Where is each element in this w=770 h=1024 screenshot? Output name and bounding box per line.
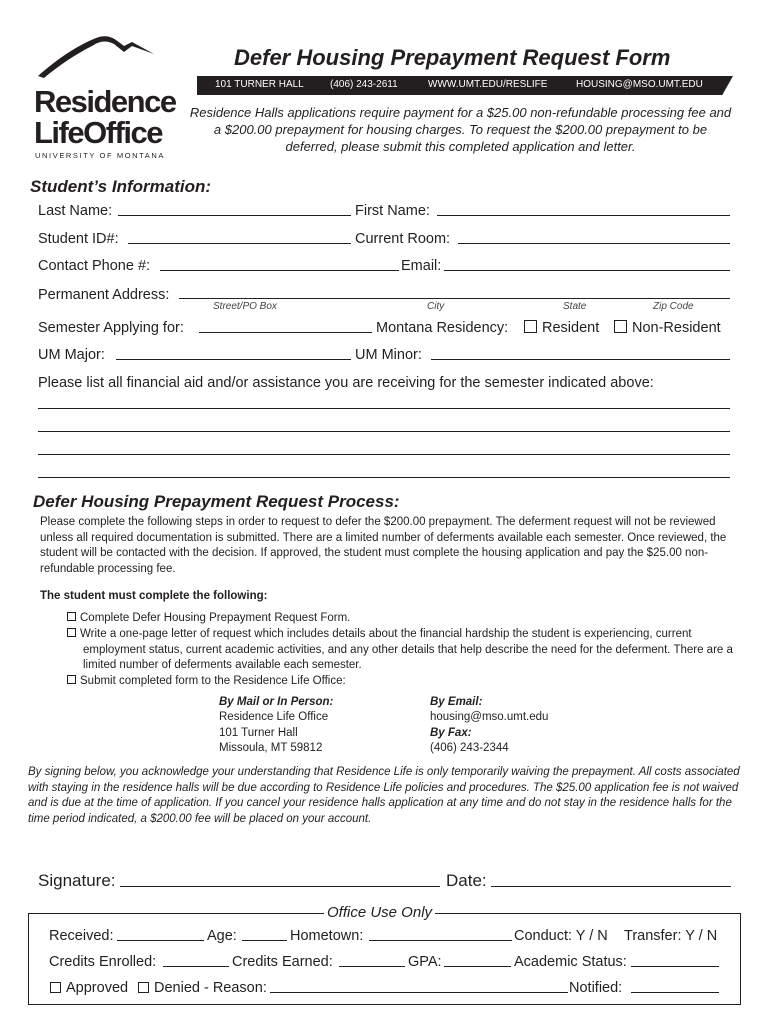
age-field[interactable]: [242, 940, 287, 941]
header-bar-phone: (406) 243-2611: [330, 79, 398, 90]
last-name-label: Last Name:: [38, 203, 113, 219]
mail-line: Missoula, MT 59812: [219, 742, 323, 754]
address-city-caption: City: [427, 301, 445, 312]
academic-status-field[interactable]: [631, 966, 719, 967]
address-state-caption: State: [563, 301, 587, 312]
received-label: Received:: [49, 928, 114, 944]
logo-university: UNIVERSITY OF MONTANA: [35, 151, 165, 160]
minor-label: UM Minor:: [355, 347, 422, 363]
major-field[interactable]: [116, 359, 351, 360]
student-id-field[interactable]: [128, 243, 351, 244]
step-item: [67, 627, 743, 674]
logo-line2: LifeOffice: [34, 115, 162, 150]
age-label: Age:: [207, 928, 237, 944]
step-text: Write a one-page letter of request which includes details about the financial hardship the student is experiencing, current employment status, current academic activities, and any other details that help describe the need for the deferment. There are a limited number of deferments available each semester.: [80, 628, 733, 671]
step-text: Submit completed form to the Residence Life Office:: [80, 675, 346, 687]
current-room-field[interactable]: [458, 243, 730, 244]
credits-earned-field[interactable]: [339, 966, 405, 967]
email-label: Email:: [401, 258, 442, 274]
contact-phone-field[interactable]: [160, 270, 399, 271]
form-title: Defer Housing Prepayment Request Form: [234, 45, 671, 70]
signature-field[interactable]: [120, 886, 440, 887]
acknowledgement-text: By signing below, you acknowledge your understanding that Residence Life is only temporarily waiving the prepayment. All costs associated with staying in the residence halls will be due according to Residence Life policies and procedures. The $25.00 application fee is not waived and is due at the time of application. If you cancel your residence halls application at any time and do not stay in the residence halls for the time period indicated, a $200.00 fee will be placed on your account.: [28, 766, 740, 825]
resident-option[interactable]: [524, 320, 599, 336]
office-use-title: Office Use Only: [324, 904, 435, 922]
address-street-caption: Street/PO Box: [213, 301, 277, 312]
notified-field[interactable]: [631, 992, 719, 993]
approved-label: Approved: [66, 980, 129, 996]
contact-phone-label: Contact Phone #:: [38, 258, 151, 274]
mountain-logo-icon: [36, 32, 156, 80]
email-value: housing@mso.umt.edu: [430, 711, 549, 723]
header-bar-email: HOUSING@MSO.UMT.EDU: [576, 79, 703, 90]
credits-earned-label: Credits Earned:: [232, 954, 333, 970]
step-text: Complete Defer Housing Prepayment Request Form.: [80, 612, 351, 624]
conduct-label[interactable]: Conduct: Y / N: [514, 928, 608, 944]
email-field[interactable]: [444, 270, 730, 271]
date-label: Date:: [446, 871, 487, 890]
approved-option[interactable]: [50, 980, 128, 996]
denied-label: Denied - Reason:: [154, 980, 267, 996]
gpa-label: GPA:: [408, 954, 442, 970]
mail-heading: By Mail or In Person:: [219, 696, 334, 708]
financial-aid-line-1[interactable]: [38, 408, 730, 409]
approved-checkbox[interactable]: [50, 982, 61, 993]
current-room-label: Current Room:: [355, 231, 451, 247]
financial-aid-line-2[interactable]: [38, 431, 730, 432]
financial-aid-line-3[interactable]: [38, 454, 730, 455]
step-checkbox[interactable]: [67, 675, 76, 684]
academic-status-label: Academic Status:: [514, 954, 627, 970]
non-resident-option[interactable]: [614, 320, 721, 336]
first-name-field[interactable]: [437, 215, 730, 216]
process-heading: Defer Housing Prepayment Request Process:: [33, 492, 400, 511]
step-item: [67, 611, 727, 627]
logo-line1: Residence: [34, 84, 176, 119]
signature-label: Signature:: [38, 871, 116, 890]
fax-heading: By Fax:: [430, 727, 472, 739]
header-bar-address: 101 TURNER HALL: [215, 79, 304, 90]
denied-option[interactable]: [138, 980, 267, 996]
notified-label: Notified:: [569, 980, 623, 996]
semester-field[interactable]: [199, 332, 372, 333]
permanent-address-label: Permanent Address:: [38, 287, 170, 303]
major-label: UM Major:: [38, 347, 105, 363]
received-field[interactable]: [117, 940, 204, 941]
financial-aid-prompt: Please list all financial aid and/or assistance you are receiving for the semester indicated above:: [38, 375, 654, 391]
credits-enrolled-label: Credits Enrolled:: [49, 954, 157, 970]
intro-text: Residence Halls applications require payment for a $25.00 non-refundable processing fee and a $200.00 prepayment for housing charges. To request the $200.00 prepayment to be deferred, please submit this completed application and letter.: [189, 105, 732, 154]
non-resident-label: Non-Resident: [632, 320, 721, 336]
minor-field[interactable]: [431, 359, 730, 360]
resident-checkbox[interactable]: [524, 320, 537, 333]
hometown-label: Hometown:: [290, 928, 364, 944]
resident-label: Resident: [542, 320, 600, 336]
last-name-field[interactable]: [118, 215, 351, 216]
mail-line: 101 Turner Hall: [219, 727, 298, 739]
gpa-field[interactable]: [444, 966, 511, 967]
denied-checkbox[interactable]: [138, 982, 149, 993]
process-must: The student must complete the following:: [40, 590, 268, 602]
fax-value: (406) 243-2344: [430, 742, 509, 754]
first-name-label: First Name:: [355, 203, 430, 219]
step-item: [67, 674, 727, 690]
denied-reason-field[interactable]: [270, 992, 568, 993]
address-zip-caption: Zip Code: [653, 301, 694, 312]
step-checkbox[interactable]: [67, 628, 76, 637]
header-bar-web: WWW.UMT.EDU/RESLIFE: [428, 79, 548, 90]
student-heading: Student’s Information:: [30, 177, 212, 196]
mail-line: Residence Life Office: [219, 711, 329, 723]
permanent-address-field[interactable]: [179, 298, 730, 299]
email-heading: By Email:: [430, 696, 483, 708]
hometown-field[interactable]: [369, 940, 512, 941]
student-id-label: Student ID#:: [38, 231, 119, 247]
transfer-label[interactable]: Transfer: Y / N: [624, 928, 718, 944]
process-body: Please complete the following steps in order to request to defer the $200.00 prepayment. The deferment request will not be reviewed unless all required documentation is submitted. There are a limited number of deferments available each semester. Once reviewed, the student will be contacted with the decision. If approved, the student must complete the housing application and pay the $25.00 non-refundable processing fee.: [40, 516, 727, 575]
non-resident-checkbox[interactable]: [614, 320, 627, 333]
semester-label: Semester Applying for:: [38, 320, 184, 336]
step-checkbox[interactable]: [67, 612, 76, 621]
date-field[interactable]: [491, 886, 731, 887]
financial-aid-line-4[interactable]: [38, 477, 730, 478]
residency-label: Montana Residency:: [376, 320, 509, 336]
credits-enrolled-field[interactable]: [163, 966, 229, 967]
